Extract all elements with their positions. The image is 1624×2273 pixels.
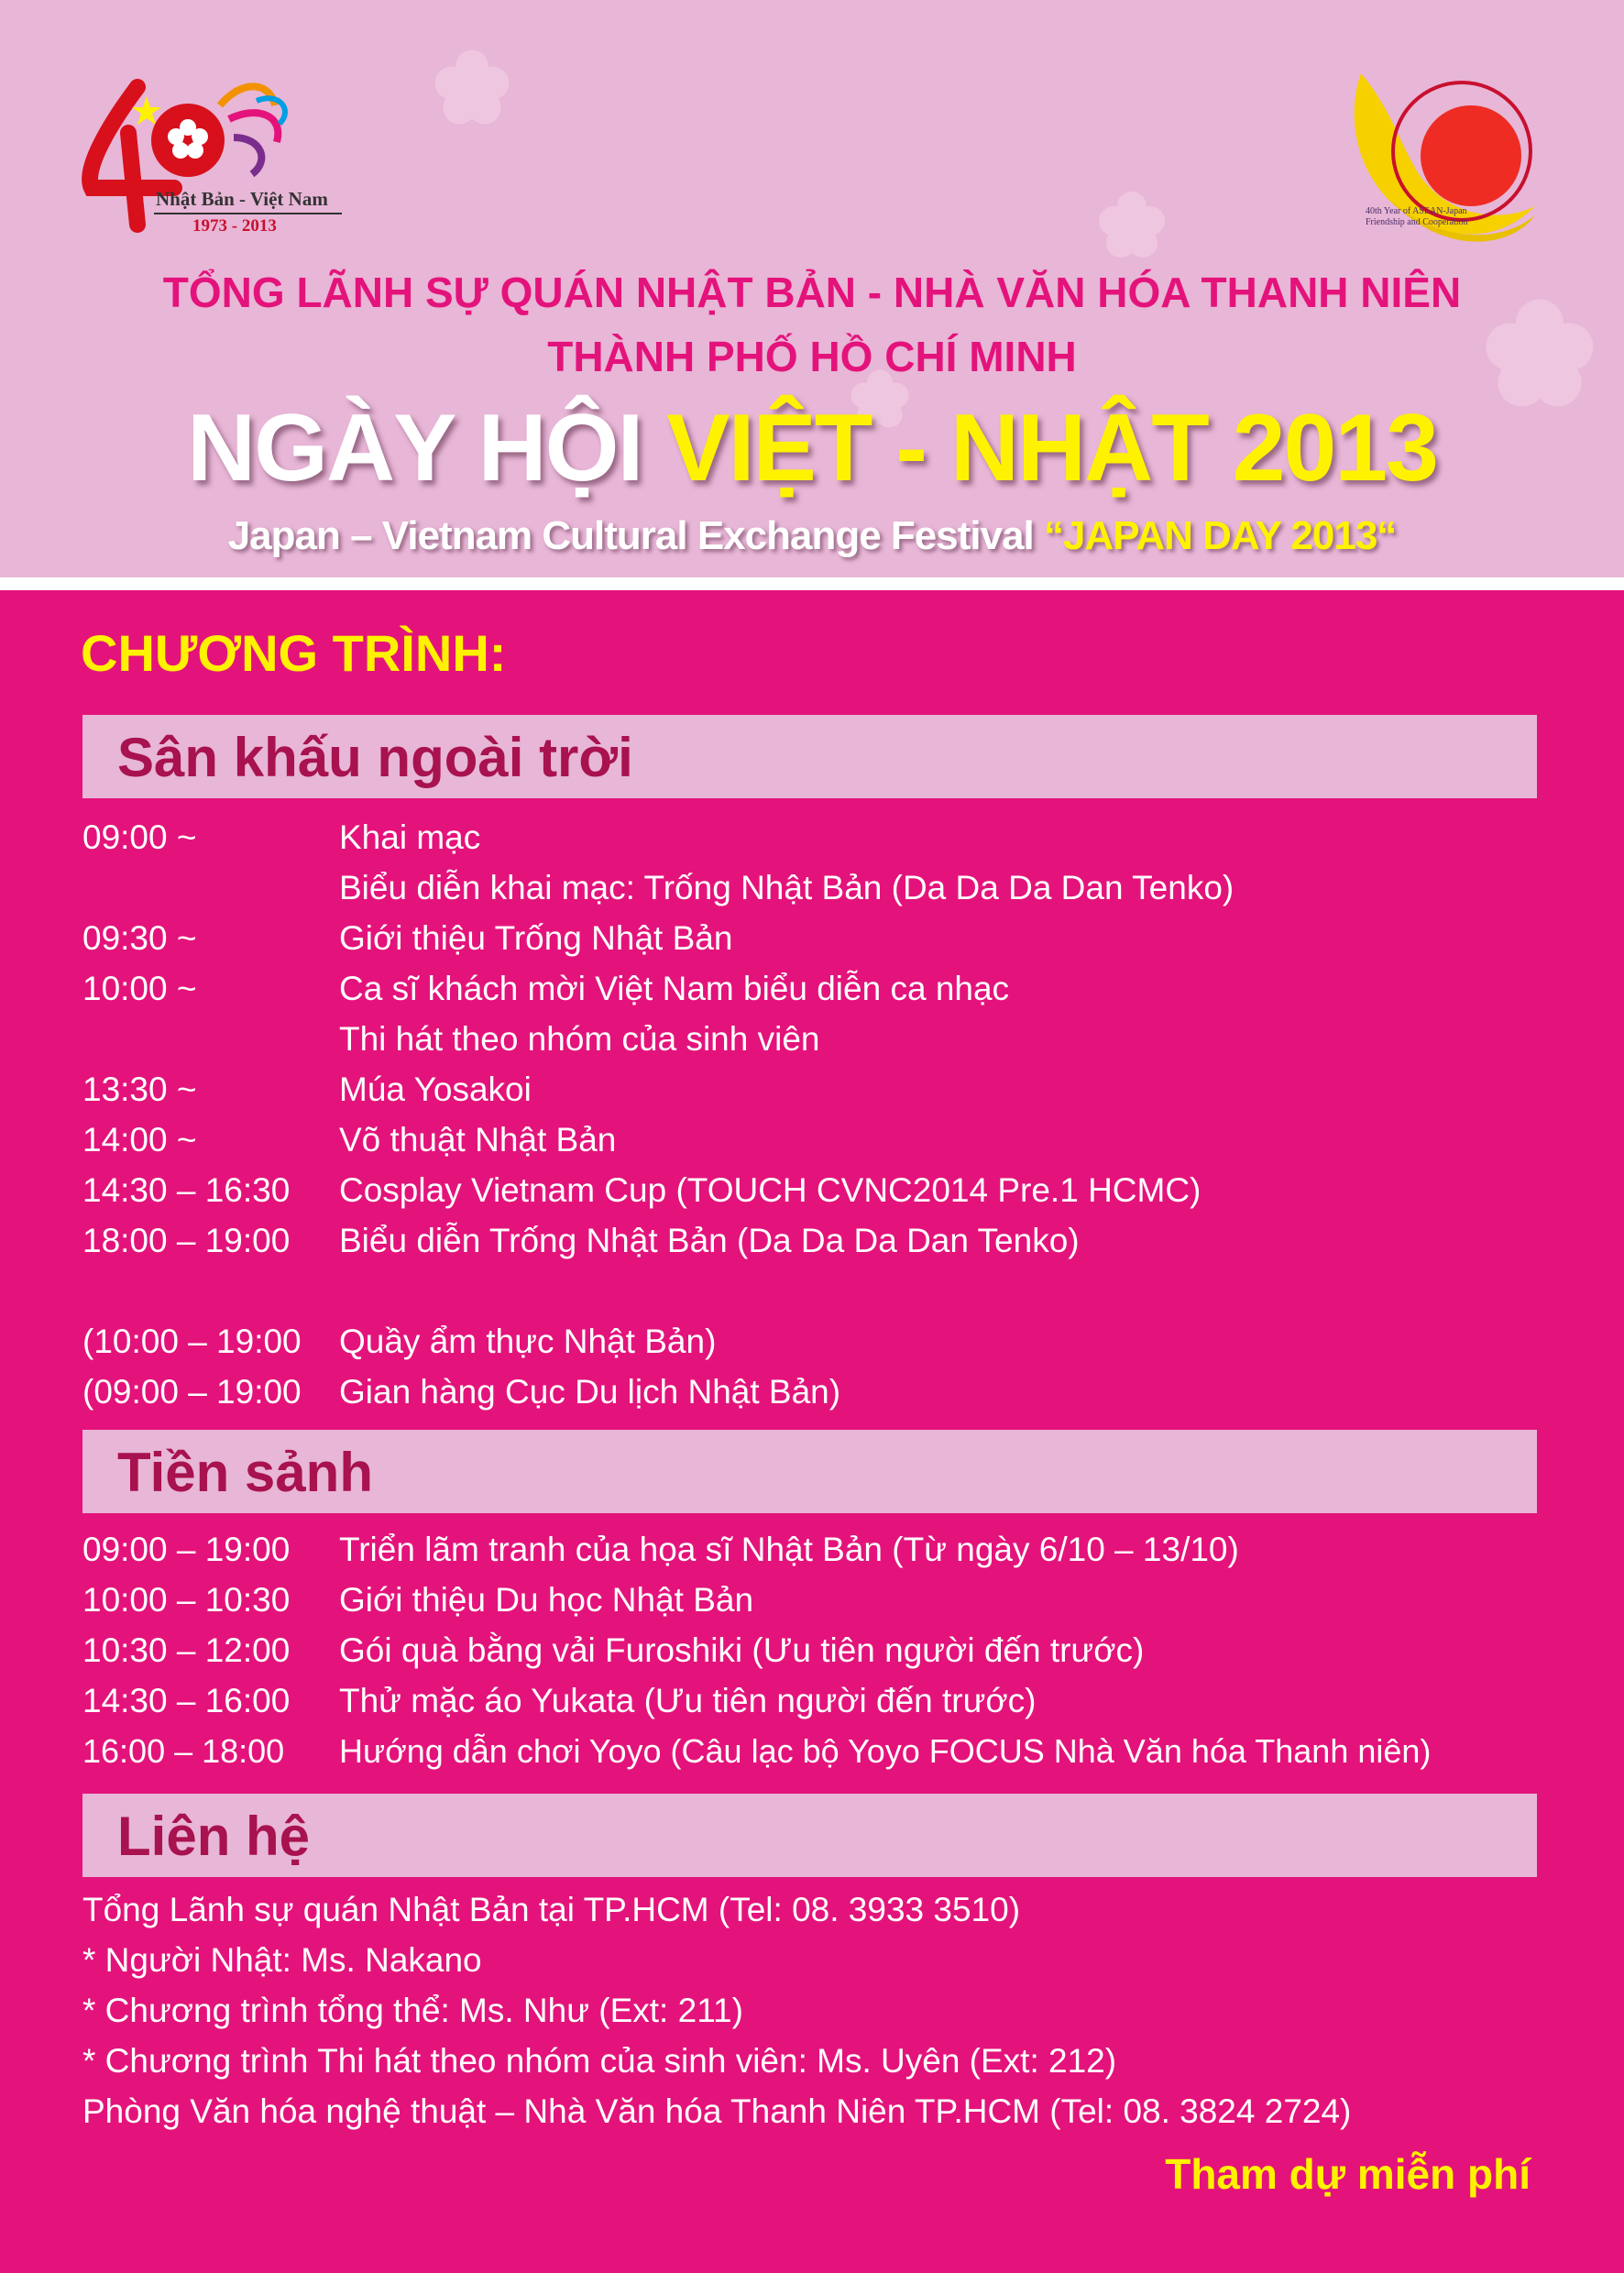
free-entry-note: Tham dự miễn phí [1165, 2150, 1531, 2198]
header-divider [0, 577, 1624, 590]
schedule-time: 09:00 – 19:00 [82, 1531, 291, 1568]
schedule-desc: Thi hát theo nhóm của sinh viên [339, 1020, 820, 1058]
schedule-time: 10:00 – 10:30 [82, 1581, 291, 1619]
decorative-flower-icon [1095, 188, 1169, 261]
schedule-desc: Võ thuật Nhật Bản [339, 1121, 617, 1158]
festival-subtitle-yellow: “JAPAN DAY 2013“ [1044, 513, 1397, 558]
festival-subtitle-white: Japan – Vietnam Cultural Exchange Festival [227, 513, 1045, 558]
schedule-time: (09:00 – 19:00 [82, 1373, 302, 1411]
contact-line: * Người Nhật: Ms. Nakano [82, 1941, 482, 1979]
schedule-time: 10:00 ~ [82, 970, 197, 1007]
schedule-time: 18:00 – 19:00 [82, 1222, 291, 1259]
schedule-desc: Giới thiệu Du học Nhật Bản [339, 1581, 754, 1619]
schedule-desc: Ca sĩ khách mời Việt Nam biểu diễn ca nhạc [339, 970, 1010, 1007]
contact-line: Phòng Văn hóa nghệ thuật – Nhà Văn hóa Thanh Niên TP.HCM (Tel: 08. 3824 2724) [82, 2092, 1352, 2130]
section-header-contact [82, 1794, 1537, 1877]
schedule-desc: Hướng dẫn chơi Yoyo (Câu lạc bộ Yoyo FOCUS Nhà Văn hóa Thanh niên) [339, 1732, 1432, 1770]
schedule-desc: Cosplay Vietnam Cup (TOUCH CVNC2014 Pre.1 HCMC) [339, 1171, 1202, 1209]
schedule-desc: Biểu diễn khai mạc: Trống Nhật Bản (Da Da Da Dan Tenko) [339, 869, 1234, 906]
schedule-desc: Khai mạc [339, 818, 481, 856]
schedule-time: 09:00 ~ [82, 818, 197, 856]
logo-left-text: Nhật Bản - Việt Nam [156, 188, 328, 210]
schedule-time: 10:30 – 12:00 [82, 1631, 291, 1669]
logo-right-text: 40th Year of ASEAN-Japan Friendship and Cooperation [1366, 206, 1468, 227]
contact-line: Tổng Lãnh sự quán Nhật Bản tại TP.HCM (Tel: 08. 3933 3510) [82, 1891, 1021, 1928]
schedule-desc: Gian hàng Cục Du lịch Nhật Bản) [339, 1373, 841, 1411]
schedule-desc: Quầy ẩm thực Nhật Bản) [339, 1323, 717, 1360]
schedule-time: 13:30 ~ [82, 1071, 197, 1108]
schedule-time: 14:30 – 16:00 [82, 1682, 291, 1719]
schedule-desc: Biểu diễn Trống Nhật Bản (Da Da Da Dan Tenko) [339, 1222, 1080, 1259]
schedule-desc: Giới thiệu Trống Nhật Bản [339, 919, 733, 957]
schedule-time: 14:30 – 16:30 [82, 1171, 291, 1209]
logo-left-years: 1973 - 2013 [192, 216, 277, 236]
schedule-desc: Múa Yosakoi [339, 1071, 532, 1108]
organizer-line-2: THÀNH PHỐ HỒ CHÍ MINH [547, 333, 1077, 380]
section-header-lobby [82, 1430, 1537, 1513]
schedule-desc: Triển lãm tranh của họa sĩ Nhật Bản (Từ ngày 6/10 – 13/10) [339, 1531, 1239, 1568]
section-title: Liên hệ [117, 1806, 311, 1867]
schedule-desc: Thử mặc áo Yukata (Ưu tiên người đến trước) [339, 1682, 1037, 1719]
festival-subtitle [0, 513, 1624, 559]
organizer-line-1: TỔNG LÃNH SỰ QUÁN NHẬT BẢN - NHÀ VĂN HÓA THANH NIÊN [162, 269, 1462, 316]
decorative-flower-icon [431, 46, 513, 128]
contact-line: * Chương trình tổng thể: Ms. Như (Ext: 211) [82, 1992, 743, 2029]
section-header-outdoor [82, 715, 1537, 798]
festival-title [0, 394, 1624, 503]
festival-title-white: NGÀY HỘI [187, 395, 667, 501]
festival-title-yellow: VIỆT - NHẬT 2013 [666, 395, 1437, 501]
schedule-time: (10:00 – 19:00 [82, 1323, 302, 1360]
section-title: Tiền sảnh [117, 1442, 373, 1503]
schedule-desc: Gói quà bằng vải Furoshiki (Ưu tiên người đến trước) [339, 1631, 1145, 1669]
section-title: Sân khấu ngoài trời [117, 727, 633, 788]
program-heading: CHƯƠNG TRÌNH: [81, 624, 507, 682]
schedule-time: 09:30 ~ [82, 919, 197, 957]
schedule-time: 16:00 – 18:00 [82, 1732, 285, 1770]
asean-japan-logo [1324, 69, 1544, 261]
schedule-time: 14:00 ~ [82, 1121, 197, 1158]
contact-line: * Chương trình Thi hát theo nhóm của sinh viên: Ms. Uyên (Ext: 212) [82, 2042, 1117, 2080]
logo-divider [154, 213, 342, 214]
